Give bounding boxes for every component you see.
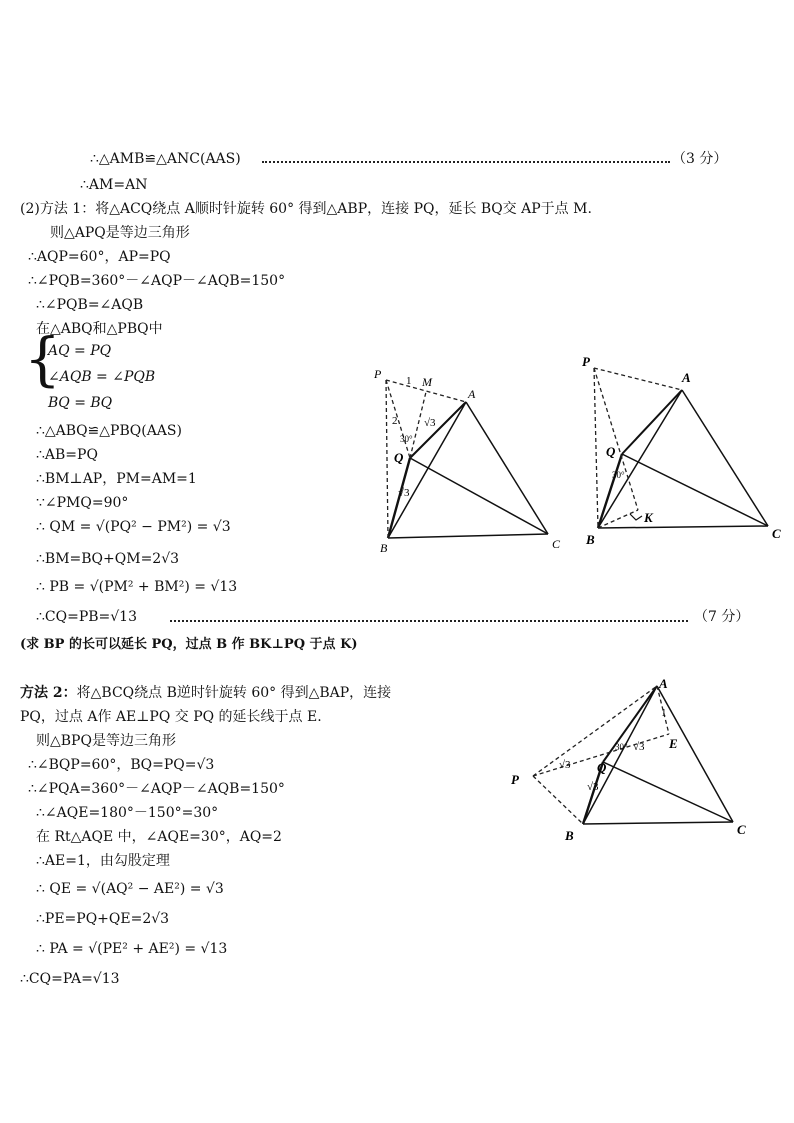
proof-line: ∴∠PQA=360°－∠AQP－∠AQB=150° bbox=[28, 781, 285, 797]
point-label-p: P bbox=[582, 354, 590, 369]
hint-note: (求 BP 的长可以延长 PQ，过点 B 作 BK⊥PQ 于点 K) bbox=[20, 637, 358, 652]
proof-line: PQ，过点 A作 AE⊥PQ 交 PQ 的延长线于点 E. bbox=[20, 709, 322, 725]
point-label-c: C bbox=[737, 822, 746, 837]
score-label: （7 分） bbox=[694, 609, 750, 625]
proof-line: ∴△ABQ≌△PBQ(AAS) bbox=[36, 423, 182, 439]
proof-line: ∴ PA = √(PE² + AE²) = √13 bbox=[36, 941, 228, 957]
right-angle-mark bbox=[630, 514, 642, 520]
proof-line: ∴∠PQB=∠AQB bbox=[36, 297, 144, 313]
length-label: √3 bbox=[424, 417, 436, 429]
method-2-label: 方法 2： bbox=[20, 685, 77, 701]
segment-ab bbox=[583, 686, 657, 824]
proof-line: ∴∠BQP=60°，BQ=PQ=√3 bbox=[28, 757, 215, 773]
point-label-a: A bbox=[659, 676, 668, 691]
point-label-c: C bbox=[552, 537, 561, 551]
segment-ac bbox=[466, 402, 548, 534]
proof-line: ∴BM⊥AP，PM=AM=1 bbox=[36, 471, 197, 487]
method-2-text: 将△BCQ绕点 B逆时针旋转 60° 得到△BAP，连接 bbox=[76, 685, 392, 701]
method-1-heading: (2)方法 1：将△ACQ绕点 A顺时针旋转 60° 得到△ABP，连接 PQ，延长 BQ交 AP于点 M. bbox=[20, 201, 592, 217]
proof-line: 在△ABQ和△PBQ中 bbox=[36, 321, 163, 337]
angle-label: 30° bbox=[400, 434, 413, 444]
proof-line: ∴AQP=60°，AP=PQ bbox=[28, 249, 171, 265]
proof-line: ∴△AMB≌△ANC(AAS) bbox=[90, 151, 241, 167]
point-label-a: A bbox=[682, 370, 691, 385]
point-label-e: E bbox=[669, 736, 678, 751]
length-label: 1 bbox=[406, 375, 412, 387]
length-label: 1 bbox=[661, 707, 667, 719]
segment-ac bbox=[657, 686, 733, 822]
proof-line: 则△BPQ是等边三角形 bbox=[36, 733, 176, 749]
proof-line: ∴ PB = √(PM² + BM²) = √13 bbox=[36, 579, 238, 595]
point-label-b: B bbox=[565, 828, 574, 843]
point-label-c: C bbox=[772, 526, 781, 541]
segment-bc bbox=[388, 534, 548, 538]
length-label: √3 bbox=[633, 741, 645, 753]
point-label-k: K bbox=[644, 510, 653, 525]
segment-qc bbox=[603, 762, 733, 822]
point-label-a: A bbox=[468, 387, 476, 401]
point-label-b: B bbox=[586, 532, 595, 547]
point-label-q: Q bbox=[606, 444, 616, 459]
segment-qa bbox=[603, 686, 657, 762]
point-label-m: M bbox=[422, 375, 432, 389]
angle-label: 30° bbox=[615, 742, 628, 752]
segment-pb-dashed bbox=[386, 380, 388, 538]
proof-line: ∴CQ=PA=√13 bbox=[20, 971, 120, 987]
proof-line: ∴CQ=PB=√13 bbox=[36, 609, 138, 625]
segment-pk-dashed bbox=[594, 368, 638, 510]
figure-3-diagram bbox=[505, 672, 765, 852]
point-label-q: Q bbox=[597, 760, 607, 775]
point-label-p: P bbox=[374, 367, 382, 381]
proof-line: 则△APQ是等边三角形 bbox=[50, 225, 190, 241]
dot-leader bbox=[170, 620, 688, 622]
segment-bc bbox=[583, 822, 733, 824]
proof-line: 在 Rt△AQE 中，∠AQE=30°，AQ=2 bbox=[36, 829, 282, 845]
proof-line: ∴∠PQB=360°－∠AQP－∠AQB=150° bbox=[28, 273, 286, 289]
point-label-b: B bbox=[380, 541, 388, 555]
system-eq: ∠AQB = ∠PQB bbox=[48, 369, 156, 385]
length-label: 2 bbox=[392, 415, 398, 427]
proof-line: ∴ QM = √(PQ² − PM²) = √3 bbox=[36, 519, 231, 535]
proof-line: ∴AE=1，由勾股定理 bbox=[36, 853, 170, 869]
segment-bq bbox=[598, 454, 622, 528]
point-label-p: P bbox=[511, 772, 519, 787]
figure-1-diagram bbox=[366, 362, 576, 558]
proof-line: ∴ QE = √(AQ² − AE²) = √3 bbox=[36, 881, 224, 897]
score-label: （3 分） bbox=[672, 151, 728, 167]
proof-line: ∴AM=AN bbox=[80, 177, 148, 193]
angle-label: 30° bbox=[612, 470, 625, 480]
segment-pb-dashed bbox=[533, 776, 583, 824]
point-label-q: Q bbox=[394, 450, 404, 465]
system-eq: BQ = BQ bbox=[48, 395, 113, 411]
proof-line: ∴PE=PQ+QE=2√3 bbox=[36, 911, 170, 927]
length-label: √3 bbox=[398, 487, 410, 499]
segment-ab bbox=[598, 390, 682, 528]
segment-qc bbox=[410, 458, 548, 534]
segment-pb-dashed bbox=[594, 368, 598, 528]
segment-pa-dashed bbox=[533, 686, 657, 776]
segment-bc bbox=[598, 526, 768, 528]
proof-line: ∴BM=BQ+QM=2√3 bbox=[36, 551, 180, 567]
segment-pq-dashed bbox=[386, 380, 410, 458]
proof-line: ∴∠AQE=180°－150°=30° bbox=[36, 805, 219, 821]
proof-line: ∵∠PMQ=90° bbox=[36, 495, 129, 511]
length-label: √3 bbox=[587, 781, 599, 793]
system-eq: AQ = PQ bbox=[48, 343, 112, 359]
segment-pa-dashed bbox=[594, 368, 682, 390]
method-2-heading bbox=[20, 684, 391, 702]
length-label: √3 bbox=[559, 759, 571, 771]
segment-qa bbox=[622, 390, 682, 454]
figure-2-diagram bbox=[578, 350, 790, 550]
dot-leader bbox=[262, 161, 670, 163]
brace-symbol: { bbox=[24, 325, 61, 393]
proof-line: ∴AB=PQ bbox=[36, 447, 98, 463]
